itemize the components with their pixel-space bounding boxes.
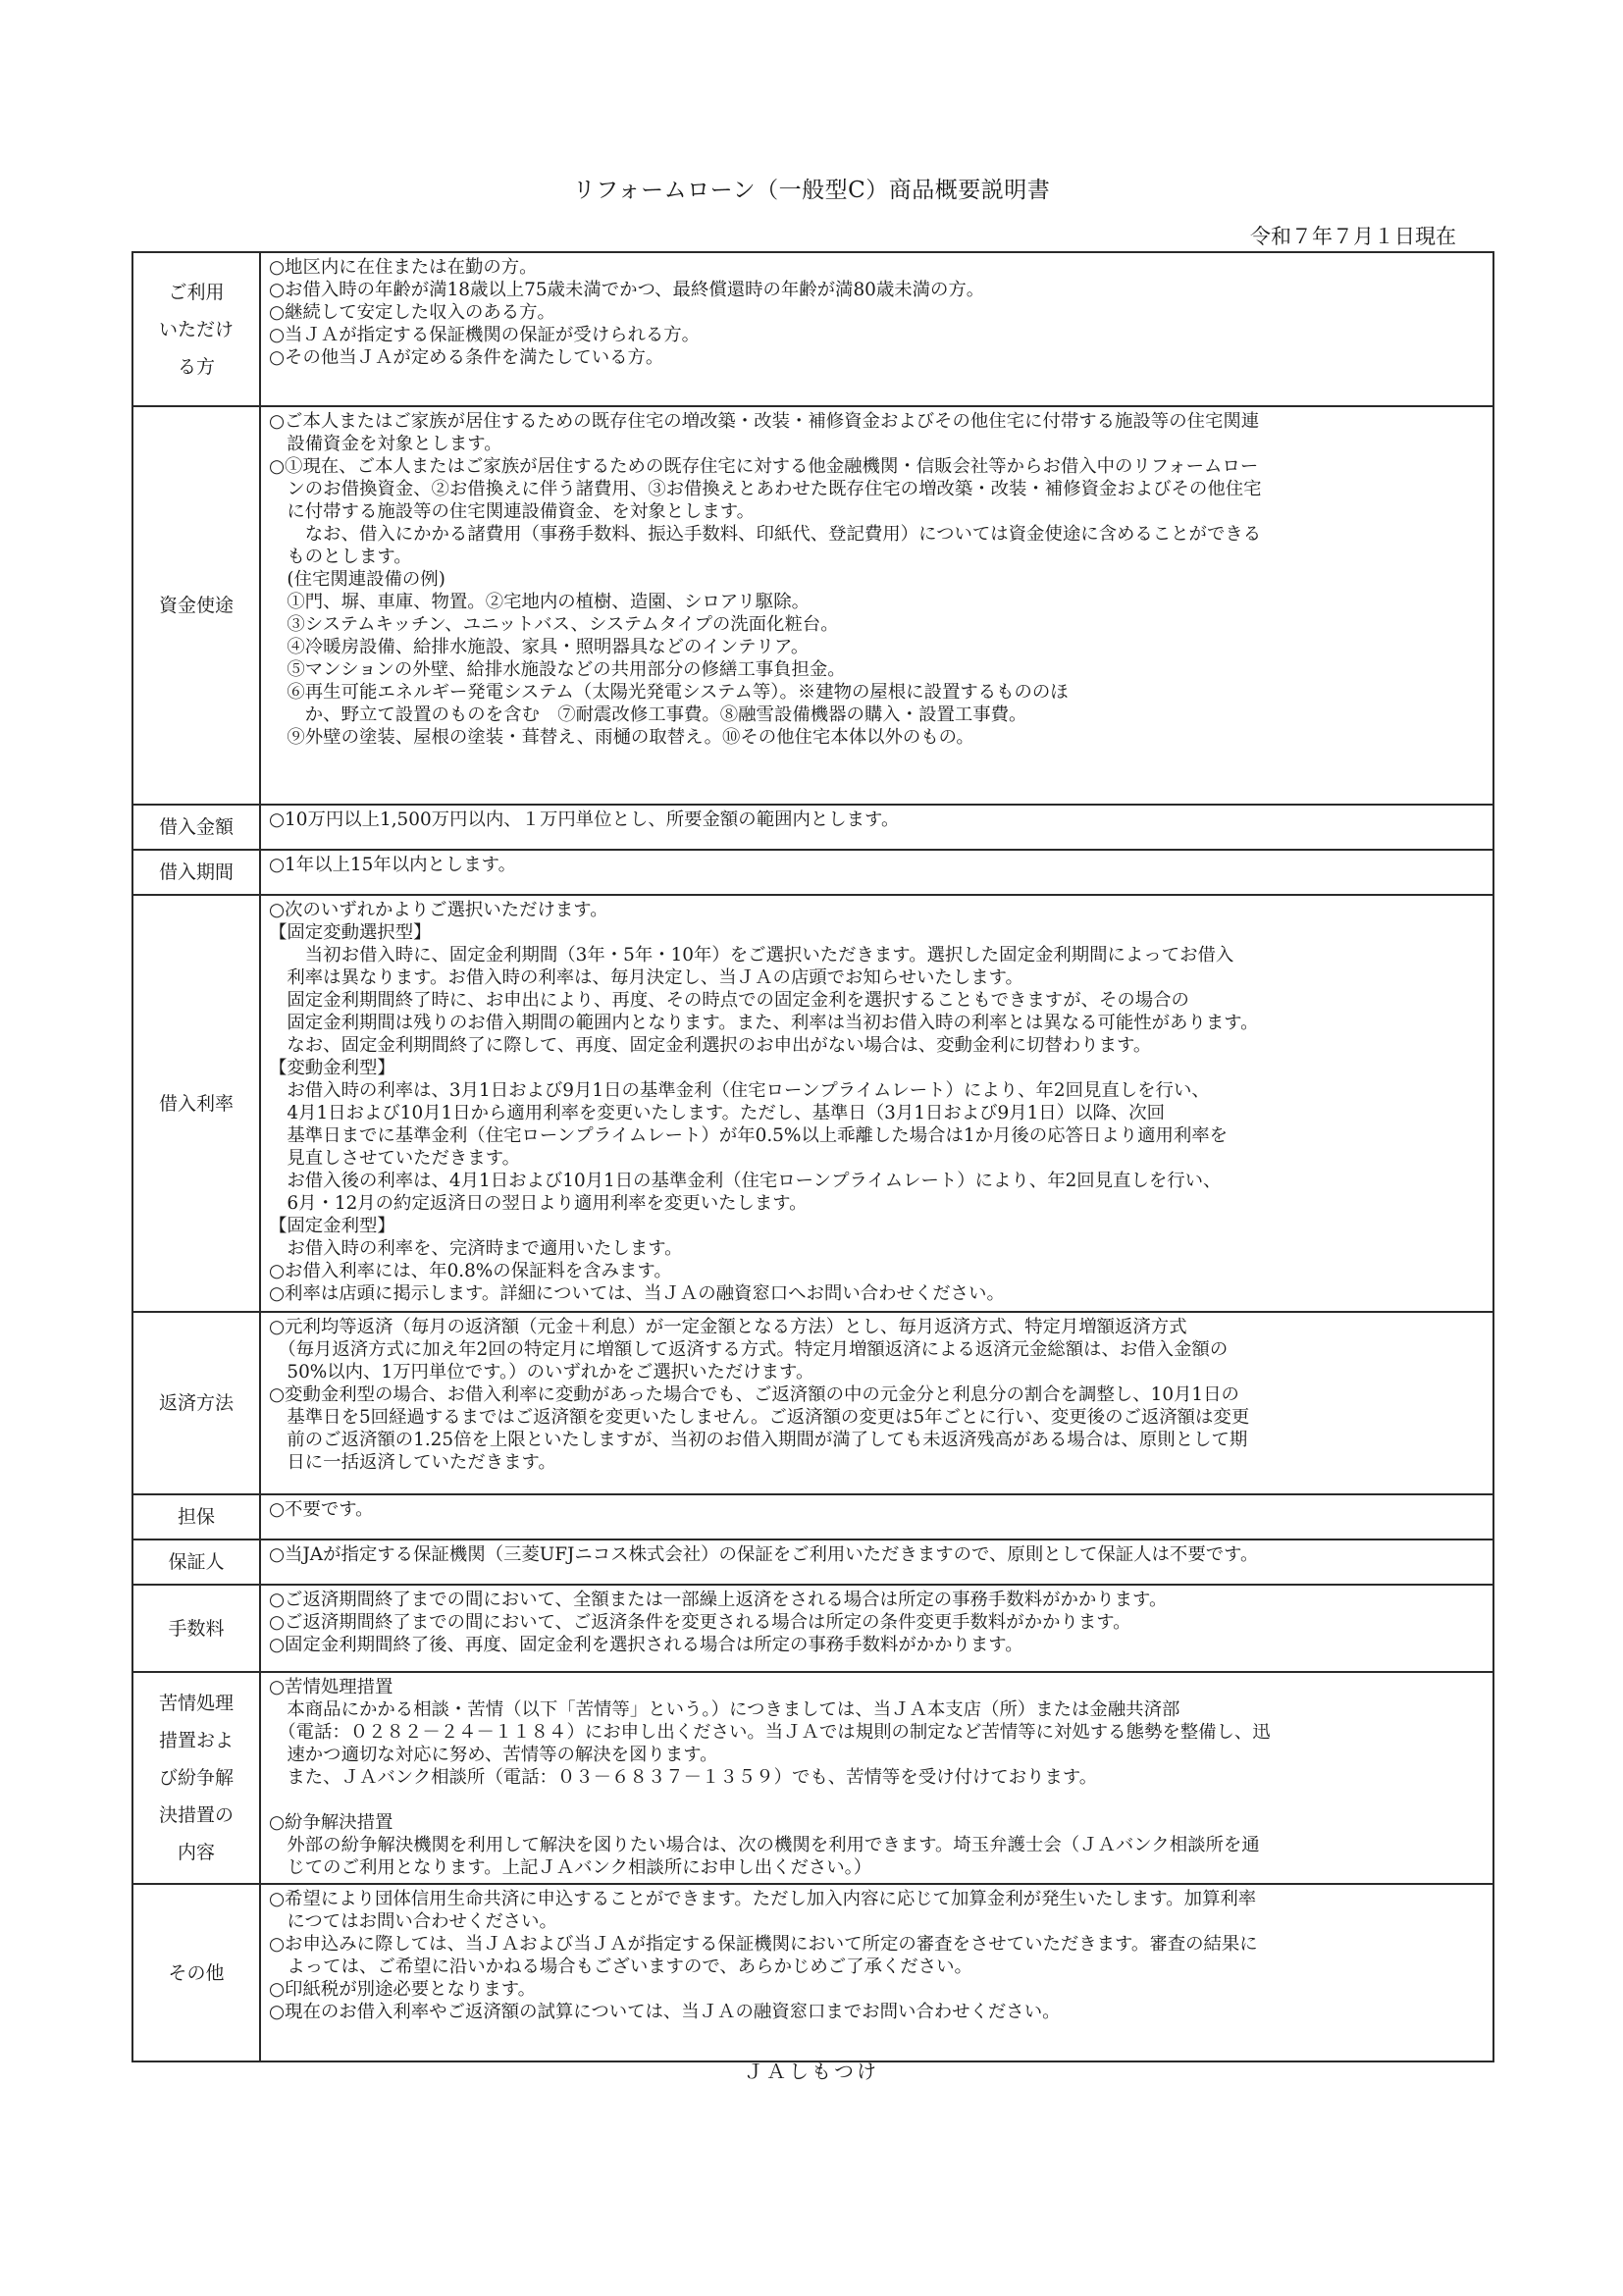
row-heading-text: いただけ (158, 318, 234, 340)
row-content (260, 1312, 1493, 1494)
content-line: ○①現在、ご本人またはご家族が居住するための既存住宅に対する他金融機関・信販会社等からお借入中のリフォームロー (269, 456, 1259, 477)
row-heading (132, 1494, 260, 1539)
content-line: (住宅関連設備の例) (269, 569, 445, 590)
table-row (132, 1672, 1493, 1884)
content-line: ○元利均等返済（毎月の返済額（元金＋利息）が一定金額となる方法）とし、毎月返済方式、特定月増額返済方式 (269, 1317, 1187, 1337)
content-line: につてはお問い合わせください。 (269, 1911, 557, 1932)
content-line: なお、借入にかかる諸費用（事務手数料、振込手数料、印紙代、登記費用）については資金使途に含めることができる (269, 524, 1262, 545)
table-row (132, 895, 1493, 1312)
content-line: お借入時の利率を、完済時まで適用いたします。 (269, 1238, 683, 1259)
content-line: ○その他当ＪＡが定める条件を満たしている方。 (269, 347, 664, 368)
table-row (132, 1539, 1493, 1585)
row-heading-text: 借入利率 (158, 1092, 234, 1115)
content-line: 【固定変動選択型】 (269, 922, 432, 943)
content-line: ○固定金利期間終了後、再度、固定金利を選択される場合は所定の事務手数料がかかります。 (269, 1635, 1023, 1655)
spacer (269, 1789, 1485, 1811)
content-line: 固定金利期間終了時に、お申出により、再度、その時点での固定金利を選択することもできますが、その場合の (269, 990, 1189, 1011)
content-line: 基準日を5回経過するまではご返済額を変更いたしません。ご返済額の変更は5年ごとに行い、変更後のご返済額は変更 (269, 1407, 1250, 1428)
content-line: に付帯する施設等の住宅関連設備資金、を対象とします。 (269, 501, 756, 522)
content-line: ○10万円以上1,500万円以内、１万円単位とし、所要金額の範囲内とします。 (269, 809, 900, 830)
table-row (132, 1585, 1493, 1672)
content-line: 6月・12月の約定返済日の翌日より適用利率を変更いたします。 (269, 1193, 808, 1214)
row-heading-text: 手数料 (168, 1617, 225, 1640)
content-line: ○お借入利率には、年0.8%の保証料を含みます。 (269, 1261, 672, 1281)
content-line: 【固定金利型】 (269, 1216, 395, 1236)
content-line: 外部の紛争解決機関を利用して解決を図りたい場合は、次の機関を利用できます。埼玉弁護士会（ＪＡバンク相談所を通 (269, 1835, 1260, 1855)
row-heading-text: る方 (177, 355, 215, 378)
content-line: ○継続して安定した収入のある方。 (269, 302, 555, 323)
content-line: ○希望により団体信用生命共済に申込することができます。ただし加入内容に応じて加算金利が発生いたします。加算利率 (269, 1889, 1257, 1909)
content-line: 【変動金利型】 (269, 1058, 395, 1078)
content-line: 前のご返済額の1.25倍を上限といたしますが、当初のお借入期間が満了しても未返済残高がある場合は、原則として期 (269, 1430, 1248, 1450)
content-line: ○ご本人またはご家族が居住するための既存住宅の増改築・改装・補修資金およびその他住宅に付帯する施設等の住宅関連 (269, 411, 1260, 432)
content-line: ○不要です。 (269, 1499, 374, 1520)
content-line: ○現在のお借入利率やご返済額の試算については、当ＪＡの融資窓口までお問い合わせください。 (269, 2002, 1061, 2022)
row-content (260, 406, 1493, 805)
row-heading (132, 1672, 260, 1884)
row-heading-text: 措置およ (158, 1730, 234, 1751)
content-line: 設備資金を対象とします。 (269, 434, 502, 454)
content-line: 基準日までに基準金利（住宅ローンプライムレート）が年0.5%以上乖離した場合は1か月後の応答日より適用利率を (269, 1125, 1229, 1146)
row-content (260, 252, 1493, 406)
product-summary-table (131, 251, 1494, 2062)
table-row (132, 1884, 1493, 2061)
row-heading (132, 895, 260, 1312)
content-line: ⑤マンションの外壁、給排水施設などの共用部分の修繕工事負担金。 (269, 659, 846, 680)
content-line: ○紛争解決措置 (269, 1812, 393, 1833)
row-content (260, 850, 1493, 895)
row-content (260, 895, 1493, 1312)
content-line: 日に一括返済していただきます。 (269, 1452, 556, 1473)
table-row (132, 805, 1493, 850)
table-row (132, 406, 1493, 805)
content-line: ○1年以上15年以内とします。 (269, 855, 516, 875)
document-title: リフォームローン（一般型C）商品概要説明書 (572, 178, 1051, 203)
row-heading-text: び紛争解 (158, 1767, 234, 1789)
row-heading-text: 苦情処理 (158, 1693, 234, 1714)
content-line: ○ご返済期間終了までの間において、全額または一部繰上返済をされる場合は所定の事務手数料がかかります。 (269, 1590, 1168, 1610)
content-line: ○当ＪＡが指定する保証機関の保証が受けられる方。 (269, 325, 701, 345)
content-line: よっては、ご希望に沿いかねる場合もございますので、あらかじめご了承ください。 (269, 1957, 972, 1977)
content-line: 当初お借入時に、固定金利期間（3年・5年・10年）をご選択いただきます。選択した固定金利期間によってお借入 (269, 945, 1234, 965)
row-content (260, 1884, 1493, 2061)
content-line: ○当JAが指定する保証機関（三菱UFJニコス株式会社）の保証をご利用いただきますので、原則として保証人は不要です。 (269, 1544, 1259, 1565)
content-line: ○印紙税が別途必要となります。 (269, 1979, 537, 2000)
content-line: ○苦情処理措置 (269, 1677, 393, 1697)
content-line: 4月1日および10月1日から適用利率を変更いたします。ただし、基準日（3月1日および9月1日）以降、次回 (269, 1103, 1166, 1123)
row-heading (132, 850, 260, 895)
row-heading (132, 1884, 260, 2061)
content-line: 見直しさせていただきます。 (269, 1148, 520, 1169)
content-line: 50%以内、1万円単位です。）のいずれかをご選択いただけます。 (269, 1362, 814, 1383)
row-content (260, 1494, 1493, 1539)
row-content (260, 805, 1493, 850)
row-heading-text: 保証人 (168, 1551, 225, 1573)
content-line: ンのお借換資金、②お借換えに伴う諸費用、③お借換えとあわせた既存住宅の増改築・改装・補修資金およびその他住宅 (269, 479, 1262, 499)
row-content (260, 1539, 1493, 1585)
row-heading (132, 406, 260, 805)
content-line: ③システムキッチン、ユニットバス、システムタイプの洗面化粧台。 (269, 614, 839, 635)
table-row (132, 252, 1493, 406)
content-line: お借入時の利率は、3月1日および9月1日の基準金利（住宅ローンプライムレート）により、年2回見直しを行い、 (269, 1080, 1210, 1101)
content-line: ⑨外壁の塗装、屋根の塗装・葺替え、雨樋の取替え。⑩その他住宅本体以外のもの。 (269, 727, 974, 748)
content-line: ○お借入時の年齢が満18歳以上75歳未満でかつ、最終償還時の年齢が満80歳未満の方。 (269, 280, 985, 300)
content-line: 利率は異なります。お借入時の利率は、毎月決定し、当ＪＡの店頭でお知らせいたします。 (269, 967, 1023, 988)
content-line: お借入後の利率は、4月1日および10月1日の基準金利（住宅ローンプライムレート）により、年2回見直しを行い、 (269, 1171, 1222, 1191)
content-line: ○変動金利型の場合、お借入利率に変動があった場合でも、ご返済額の中の元金分と利息分の割合を調整し、10月1日の (269, 1384, 1239, 1405)
row-heading (132, 1539, 260, 1585)
content-line: ものとします。 (269, 547, 412, 567)
content-line: ①門、塀、車庫、物置。②宅地内の植樹、造園、シロアリ駆除。 (269, 592, 810, 612)
effective-date: 令和７年７月１日現在 (1250, 225, 1456, 248)
row-heading-text: 借入金額 (158, 816, 234, 838)
content-line: ○お申込みに際しては、当ＪＡおよび当ＪＡが指定する保証機関において所定の審査をさせていただきます。審査の結果に (269, 1934, 1258, 1955)
row-heading-text: 資金使途 (158, 595, 234, 616)
content-line: か、野立て設置のものを含む ⑦耐震改修工事費。⑧融雪設備機器の購入・設置工事費。 (269, 704, 1027, 725)
table-row (132, 1312, 1493, 1494)
content-line: 速かつ適切な対応に努め、苦情等の解決を図ります。 (269, 1745, 718, 1765)
content-line: ○地区内に在住または在勤の方。 (269, 257, 538, 278)
row-heading-text: 担保 (177, 1506, 215, 1528)
table-row (132, 1494, 1493, 1539)
row-heading-text: ご利用 (168, 281, 225, 303)
row-content (260, 1672, 1493, 1884)
content-line: ○利率は店頭に掲示します。詳細については、当ＪＡの融資窓口へお問い合わせください。 (269, 1283, 1005, 1304)
row-heading-text: 決措置の (158, 1804, 234, 1826)
content-line: ○ご返済期間終了までの間において、ご返済条件を変更される場合は所定の条件変更手数料がかかります。 (269, 1612, 1131, 1633)
row-heading-text: その他 (168, 1961, 225, 1984)
row-heading (132, 1312, 260, 1494)
row-heading-text: 内容 (177, 1842, 215, 1863)
content-line: 本商品にかかる相談・苦情（以下「苦情等」という。）につきましては、当ＪＡ本支店（所）または金融共済部 (269, 1699, 1180, 1720)
issuer-name: ＪＡしもつけ (744, 2060, 879, 2083)
content-line: （毎月返済方式に加え年2回の特定月に増額して返済する方式。特定月増額返済による返済元金総額は、お借入金額の (269, 1339, 1229, 1360)
content-line: ④冷暖房設備、給排水施設、家具・照明器具などのインテリア。 (269, 637, 810, 657)
content-line: ○次のいずれかよりご選択いただけます。 (269, 900, 608, 920)
content-line: また、ＪＡバンク相談所（電話：０３－６８３７－１３５９）でも、苦情等を受け付けております。 (269, 1767, 1098, 1788)
table-row (132, 850, 1493, 895)
row-heading (132, 252, 260, 406)
row-heading (132, 1585, 260, 1672)
content-line: なお、固定金利期間終了に際して、再度、固定金利選択のお申出がない場合は、変動金利に切替わります。 (269, 1035, 1152, 1056)
content-line: じてのご利用となります。上記ＪＡバンク相談所にお申し出ください。） (269, 1857, 872, 1878)
content-line: （電話：０２８２－２４－１１８４）にお申し出ください。当ＪＡでは規則の制定など苦情等に対処する態勢を整備し、迅 (269, 1722, 1271, 1743)
row-heading (132, 805, 260, 850)
content-line: 固定金利期間は残りのお借入期間の範囲内となります。また、利率は当初お借入時の利率とは異なる可能性があります。 (269, 1013, 1259, 1033)
row-heading-text: 借入期間 (158, 861, 234, 883)
content-line: ⑥再生可能エネルギー発電システム（太陽光発電システム等）。※建物の屋根に設置するもののほ (269, 682, 1069, 703)
row-heading-text: 返済方法 (158, 1392, 234, 1414)
row-content (260, 1585, 1493, 1672)
